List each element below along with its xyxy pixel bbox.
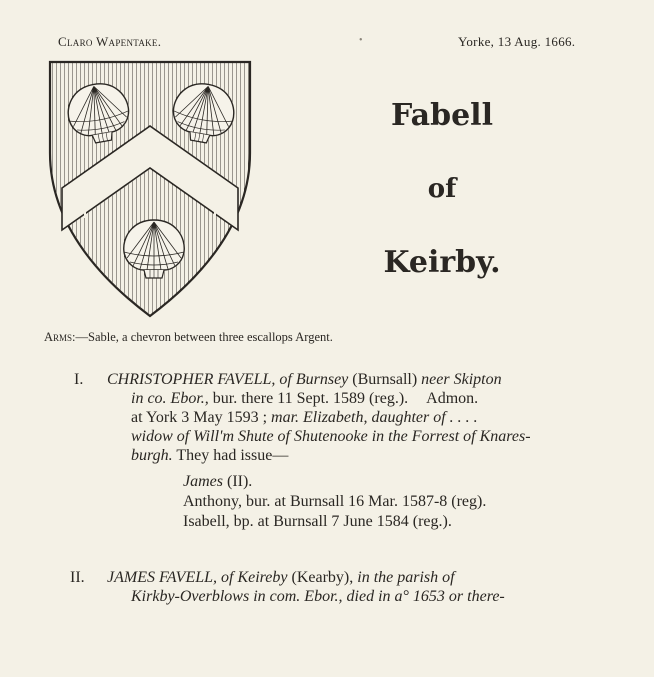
shield-icon bbox=[44, 58, 256, 320]
entry-i-line-5 bbox=[131, 446, 288, 465]
running-header-left: Claro Wapentake. bbox=[58, 34, 162, 49]
coat-of-arms bbox=[44, 58, 256, 320]
entry-ii-line-1 bbox=[107, 568, 455, 587]
entry-i-county: in co. Ebor., bbox=[131, 390, 209, 407]
title-line-1: Fabell bbox=[391, 98, 493, 133]
entry-i-line-1 bbox=[107, 370, 502, 389]
entry-ii-name: JAMES FAVELL, of Keireby bbox=[107, 569, 288, 586]
entry-i-place: (Burnsall) bbox=[352, 371, 418, 388]
child-item bbox=[183, 472, 252, 491]
entry-i-numeral: I. bbox=[74, 371, 84, 388]
entry-i-name: CHRISTOPHER FAVELL, of Burnsey bbox=[107, 371, 349, 388]
entry-ii-line-2: Kirkby-Overblows in com. Ebor., died in a° 1653 or there- bbox=[131, 588, 505, 605]
entry-i-issue: They had issue— bbox=[176, 447, 289, 464]
title-line-2: of bbox=[427, 174, 457, 204]
child-item bbox=[183, 512, 452, 531]
entry-i-place-end: burgh. bbox=[131, 447, 173, 464]
entry-i-admon: Admon. bbox=[426, 390, 479, 407]
entry-i-admon-date: at York 3 May 1593 ; bbox=[131, 409, 268, 426]
child-item bbox=[183, 492, 486, 511]
entry-i-line-4: widow of Will'm Shute of Shutenooke in the Forrest of Knares- bbox=[131, 428, 531, 445]
child-detail: Isabell, bp. at Burnsall 7 June 1584 (reg.). bbox=[183, 513, 452, 530]
arms-text: —Sable, a chevron between three escallops Argent. bbox=[75, 330, 333, 344]
child-detail: (II). bbox=[222, 473, 253, 490]
entry-i-burial: bur. there 11 Sept. 1589 (reg.). bbox=[212, 390, 409, 407]
title-line-3: Keirby. bbox=[383, 245, 501, 280]
entry-i-line-3 bbox=[131, 408, 478, 427]
running-header-right: Yorke, 13 Aug. 1666. bbox=[458, 34, 576, 49]
ornament-dot: • bbox=[359, 35, 363, 46]
entry-ii-place: (Kearby), bbox=[291, 569, 354, 586]
entry-ii-parish: in the parish of bbox=[357, 569, 455, 586]
entry-i-line-2 bbox=[131, 389, 478, 408]
arms-label: Arms: bbox=[44, 330, 76, 344]
child-name: James bbox=[183, 473, 223, 490]
child-detail: Anthony, bur. at Burnsall 16 Mar. 1587-8 (reg). bbox=[183, 493, 487, 510]
entry-ii-numeral: II. bbox=[70, 569, 85, 586]
arms-caption bbox=[44, 330, 333, 345]
entry-i-marriage: mar. Elizabeth, daughter of . . . . bbox=[271, 409, 478, 426]
entry-i-near: neer Skipton bbox=[421, 371, 502, 388]
